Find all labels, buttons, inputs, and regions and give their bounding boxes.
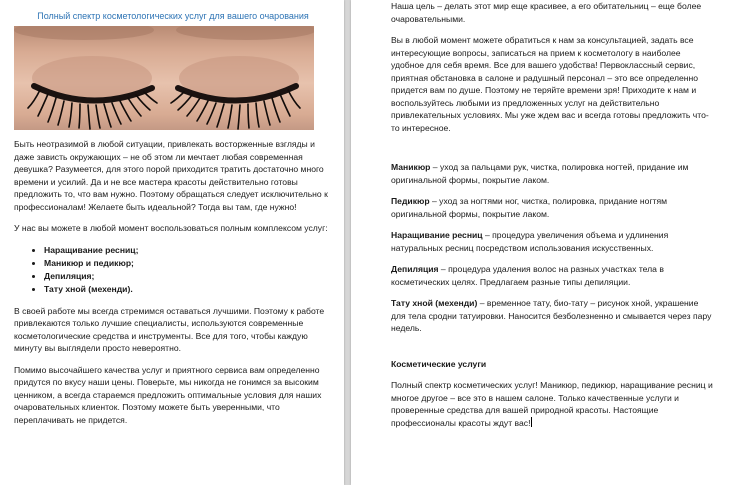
document-page-left (0, 0, 344, 485)
definition-term: Тату хной (мехенди) (391, 298, 478, 308)
definition-text: – уход за пальцами рук, чистка, полировка ногтей, придание им оригинальной формы, покрытие лаком. (391, 162, 689, 185)
closing-paragraph[interactable] (391, 379, 713, 429)
eyelash-illustration (14, 26, 314, 130)
quality-paragraph: В своей работе мы всегда стремимся оставаться лучшими. Поэтому к работе привлекаются только лучшие специалисты, используются современные косметологические средства и инструменты. Все для того, чтобы каждую минуту вы выглядели просто невероятно. (14, 305, 325, 353)
list-item: • Наращивание ресниц; (44, 244, 332, 257)
definition-term: Маникюр (391, 162, 431, 172)
services-list (14, 244, 332, 296)
empty-lines (391, 344, 713, 358)
definition-pedicure (391, 195, 713, 220)
consultation-paragraph: Вы в любой момент можете обратиться к нам за консультацией, задать все интересующие вопросы, записаться на прием к косметологу в наиболее удобное для себя время. Все для вашего удобства! Первоклассный сервис, приятная обстановка в салоне и радушный персонал – это все определенно придется вам по душе. Поэтому не теряйте времени зря! Приходите к нам и воспользуйтесь любыми из предложенных услуг на действительно привлекательных условиях. Мы уже ждем вас и всегда готовы предложить что-то интересное. (391, 35, 709, 133)
intro-paragraph: Быть неотразимой в любой ситуации, привлекать восторженные взгляды и даже зависть окружающих – не об этом ли мечтает любая современная девушка? Разумеется, для этого порой приходится тратить достаточно много времени и усилий. Да и не все мастера красоты действительно готовы предложить то, что вам нужно. Поэтому обращаться следует исключительно к профессионалам! Желаете быть идеальной? Тогда вы там, где нужно! (14, 139, 328, 212)
list-item: • Маникюр и педикюр; (44, 257, 332, 270)
closing-text[interactable]: Полный спектр косметических услуг! Маникюр, педикюр, наращивание ресниц и многое другое – все это в нашем салоне. Только качественные услуги и проверенные средства для вашей природной красоты. Настоящие профессионалы красоты ждут вас! (391, 380, 713, 428)
definition-depilation (391, 263, 713, 288)
definition-text: – процедура удаления волос на разных участках тела в косметических целях. Предлагаем разные типы депиляции. (391, 264, 664, 287)
document-page-right (351, 0, 733, 485)
article-title: Полный спектр косметологических услуг для вашего очарования (37, 11, 309, 21)
definition-manicure (391, 161, 713, 186)
definition-text: – временное тату, био-тату – рисунок хной, украшение для тела сродни татуировки. Наносится безболезненно и смывается через пару недель. (391, 298, 712, 333)
goal-paragraph: Наша цель – делать этот мир еще красивее, а его обитательниц – еще более очаровательными. (391, 1, 702, 24)
section-heading: Косметические услуги (391, 358, 487, 369)
definition-henna-tattoo (391, 297, 713, 335)
page-left-content (14, 0, 332, 435)
prices-paragraph: Помимо высочайшего качества услуг и приятного сервиса вам определенно придутся по вкусу наши цены. Поверьте, мы никогда не гонимся за высоким ценником, а всегда стараемся предложить оптимальные условия для наших очаровательных клиенток. Поэтому можете быть уверенными, что переплачивать не придется. (14, 364, 322, 425)
definition-text: – уход за ногтями ног, чистка, полировка, придание ногтям оригинальной формы, покрытие лаком. (391, 196, 668, 219)
definition-term: Педикюр (391, 196, 430, 206)
empty-lines (391, 143, 713, 161)
definition-lash-extension (391, 229, 713, 254)
page-right-content (391, 0, 713, 438)
list-item: • Тату хной (мехенди). (44, 283, 332, 296)
definition-term: Депиляция (391, 264, 439, 274)
definition-term: Наращивание ресниц (391, 230, 483, 240)
text-cursor (531, 417, 532, 427)
eyes-lashes-image (14, 26, 314, 130)
list-item: • Депиляция; (44, 270, 332, 283)
services-intro-paragraph: У нас вы можете в любой момент воспользоваться полным комплексом услуг: (14, 223, 328, 233)
definition-text: – процедура увеличения объема и удлинения натуральных ресниц посредством использования искусственных. (391, 230, 669, 253)
